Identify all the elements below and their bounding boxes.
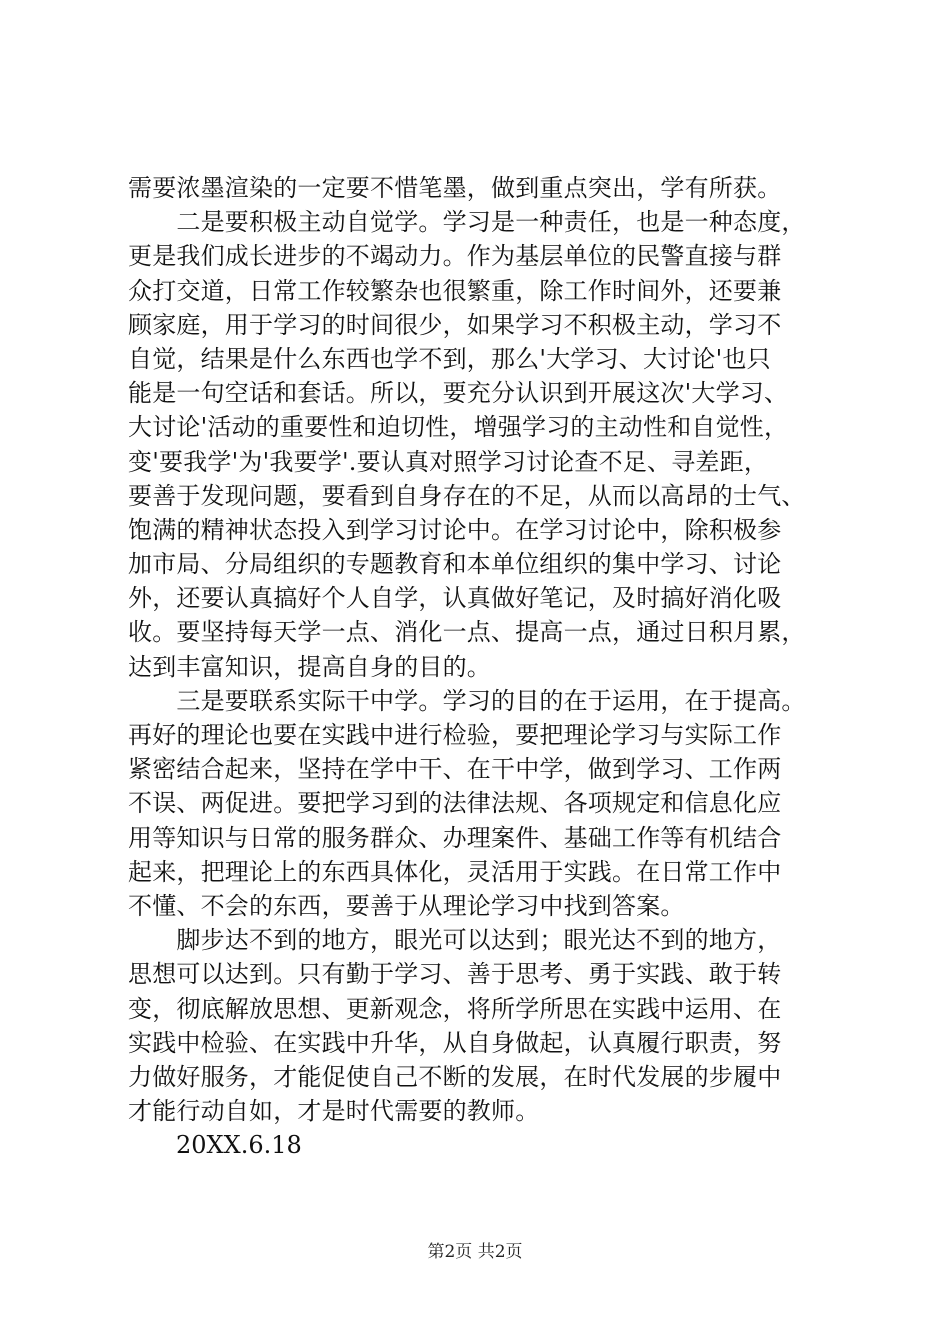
text-line: 紧密结合起来，坚持在学中干、在干中学，做到学习、工作两: [128, 755, 782, 784]
text-line: 变，彻底解放思想、更新观念，将所学所思在实践中运用、在: [128, 994, 782, 1023]
text-line: 脚步达不到的地方，眼光可以达到；眼光达不到的地方，: [128, 926, 782, 955]
text-line: 外，还要认真搞好个人自学，认真做好笔记，及时搞好消化吸: [128, 584, 782, 613]
text-line: 二是要积极主动自觉学。学习是一种责任，也是一种态度，: [128, 208, 806, 237]
text-line: 三是要联系实际干中学。学习的目的在于运用，在于提高。: [128, 686, 806, 715]
text-line: 需要浓墨渲染的一定要不惜笔墨，做到重点突出，学有所获。: [128, 174, 782, 202]
text-line: 收。要坚持每天学一点、消化一点、提高一点，通过日积月累，: [128, 618, 806, 647]
text-line: 再好的理论也要在实践中进行检验，要把理论学习与实际工作: [128, 721, 782, 749]
text-line: 变'要我学'为'我要学'.要认真对照学习讨论查不足、寻差距，: [128, 447, 769, 476]
text-line: 饱满的精神状态投入到学习讨论中。在学习讨论中，除积极参: [128, 515, 782, 544]
text-line: 众打交道，日常工作较繁杂也很繁重，除工作时间外，还要兼: [128, 276, 782, 305]
text-line: 实践中检验、在实践中升华，从自身做起，认真履行职责，努: [128, 1028, 782, 1057]
text-line: 不误、两促进。要把学习到的法律法规、各项规定和信息化应: [128, 789, 782, 818]
text-line: 用等知识与日常的服务群众、办理案件、基础工作等有机结合: [128, 823, 782, 852]
text-line: 能是一句空话和套话。所以，要充分认识到开展这次'大学习、: [128, 379, 789, 408]
text-line: 思想可以达到。只有勤于学习、善于思考、勇于实践、敢于转: [128, 960, 782, 989]
text-line: 起来，把理论上的东西具体化，灵活用于实践。在日常工作中: [128, 857, 782, 886]
text-line: 力做好服务，才能促使自己不断的发展，在时代发展的步履中: [128, 1062, 782, 1091]
text-line: 顾家庭，用于学习的时间很少，如果学习不积极主动，学习不: [128, 310, 782, 339]
text-line: 才能行动自如，才是时代需要的教师。: [128, 1097, 540, 1126]
text-line: 达到丰富知识，提高自身的目的。: [128, 652, 491, 681]
document-body: [128, 171, 848, 1162]
text-line: 加市局、分局组织的专题教育和本单位组织的集中学习、讨论: [128, 550, 782, 579]
text-line: 更是我们成长进步的不竭动力。作为基层单位的民警直接与群: [128, 242, 782, 271]
text-line: 不懂、不会的东西，要善于从理论学习中找到答案。: [128, 891, 685, 920]
text-line: 自觉，结果是什么东西也学不到，那么'大学习、大讨论'也只: [128, 344, 771, 373]
document-date: 20XX.6.18: [176, 1131, 302, 1160]
page-footer: 第2页 共2页: [427, 1242, 523, 1262]
text-line: 要善于发现问题，要看到自身存在的不足，从而以高昂的士气、: [128, 481, 806, 510]
text-line: 大讨论'活动的重要性和迫切性，增强学习的主动性和自觉性，: [128, 413, 789, 442]
